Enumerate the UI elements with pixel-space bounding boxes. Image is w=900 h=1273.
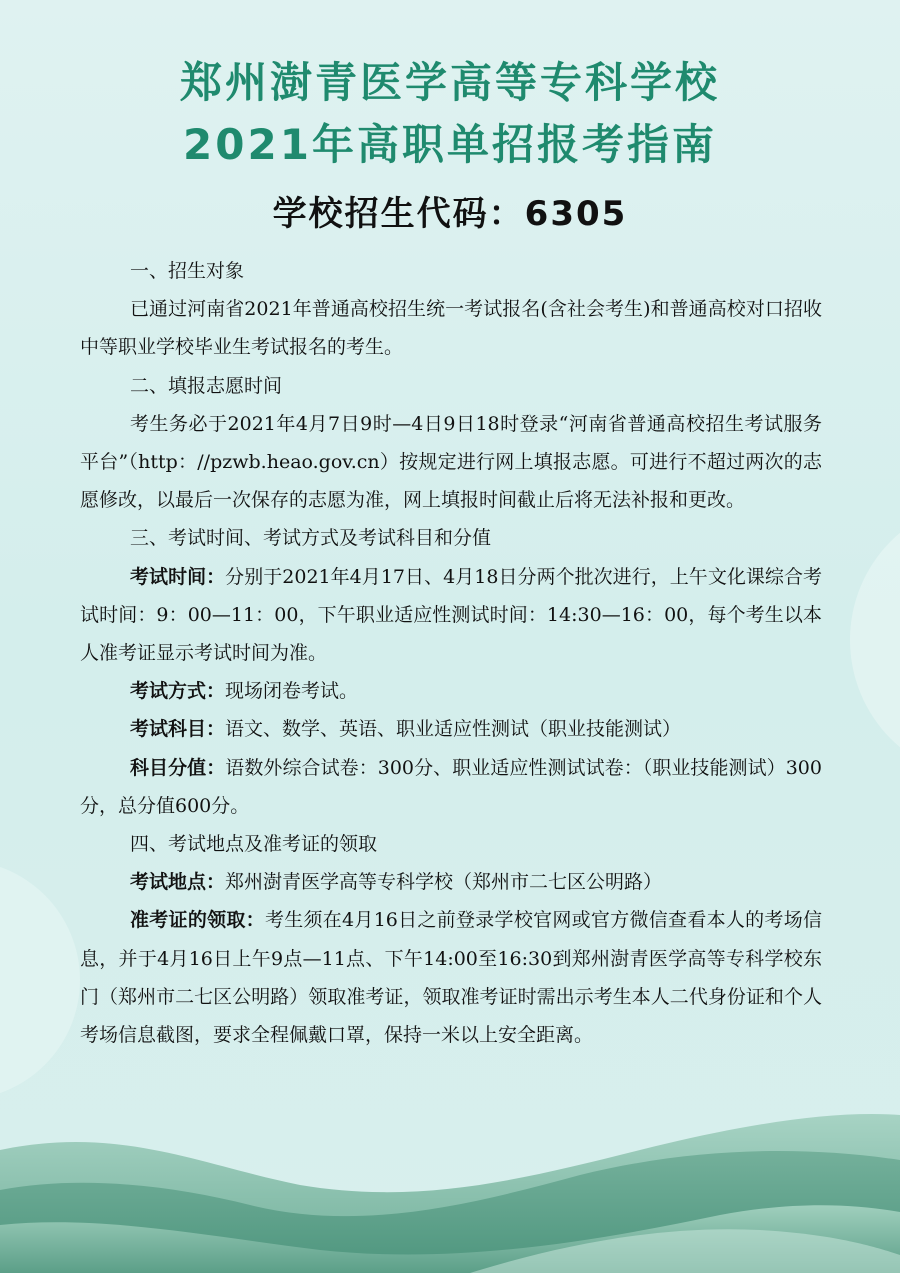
section1-heading: 一、招生对象: [130, 260, 245, 282]
section4-heading: 四、考试地点及准考证的领取: [130, 833, 378, 856]
exam-location-text: 郑州澍青医学高等专科学校（郑州市二七区公明路）: [225, 871, 663, 894]
admission-ticket-label: 准考证的领取：: [130, 909, 265, 932]
exam-subjects-text: 语文、数学、英语、职业适应性测试（职业技能测试）: [225, 718, 682, 741]
exam-time-label: 考试时间：: [130, 565, 226, 588]
exam-time-text: 分别于2021年4月17日、4月18日分两个批次进行，上午文化课综合考试时间：9：00—11：00，下午职业适应性测试时间：14:30—16：00，每个考生以本人准考证显示考试时间为准。: [80, 565, 822, 665]
exam-method-label: 考试方式：: [130, 680, 226, 703]
exam-scores-text: 语数外综合试卷：300分、职业适应性测试试卷：（职业技能测试）300分，总分值600分。: [80, 756, 822, 817]
exam-subjects-paragraph: [80, 710, 822, 748]
page-title-line2: 2021年高职单招报考指南: [183, 120, 717, 169]
section2-heading: 二、填报志愿时间: [130, 374, 283, 397]
admission-ticket-paragraph: [80, 901, 822, 1054]
school-code: 学校招生代码：6305: [272, 194, 628, 234]
deco-circle-left: [0, 860, 80, 1100]
exam-subjects-label: 考试科目：: [130, 718, 226, 741]
section3-heading: 三、考试时间、考试方式及考试科目和分值: [130, 527, 492, 550]
exam-scores-paragraph: [80, 749, 822, 825]
exam-location-label: 考试地点：: [130, 871, 226, 894]
exam-location-paragraph: [80, 863, 822, 901]
exam-method-paragraph: [80, 672, 822, 710]
section2-text: 考生务必于2021年4月7日9时—4日9日18时登录“河南省普通高校招生考试服务平台”（http：//pzwb.heao.gov.cn）按规定进行网上填报志愿。可进行不超过两次的志愿修改，以最后一次保存的志愿为准，网上填报时间截止后将无法补报和更改。: [80, 412, 822, 512]
page-title-line1: 郑州澍青医学高等专科学校: [179, 58, 720, 107]
guide-body: [80, 252, 822, 1054]
exam-scores-label: 科目分值：: [130, 756, 226, 779]
deco-circle-right: [850, 500, 900, 780]
exam-time-paragraph: [80, 558, 822, 673]
section1-text: 已通过河南省2021年普通高校招生统一考试报名(含社会考生)和普通高校对口招收中等职业学校毕业生考试报名的考生。: [80, 298, 822, 359]
exam-method-text: 现场闭卷考试。: [225, 680, 359, 703]
admission-ticket-text: 考生须在4月16日之前登录学校官网或官方微信查看本人的考场信息，并于4月16日上午9点—11点、下午14:00至16:30到郑州澍青医学高等专科学校东门（郑州市二七区公明路）领取准考证，领取准考证时需出示考生本人二代身份证和个人考场信息截图，要求全程佩戴口罩，保持一米以上安全距离。: [80, 909, 822, 1047]
